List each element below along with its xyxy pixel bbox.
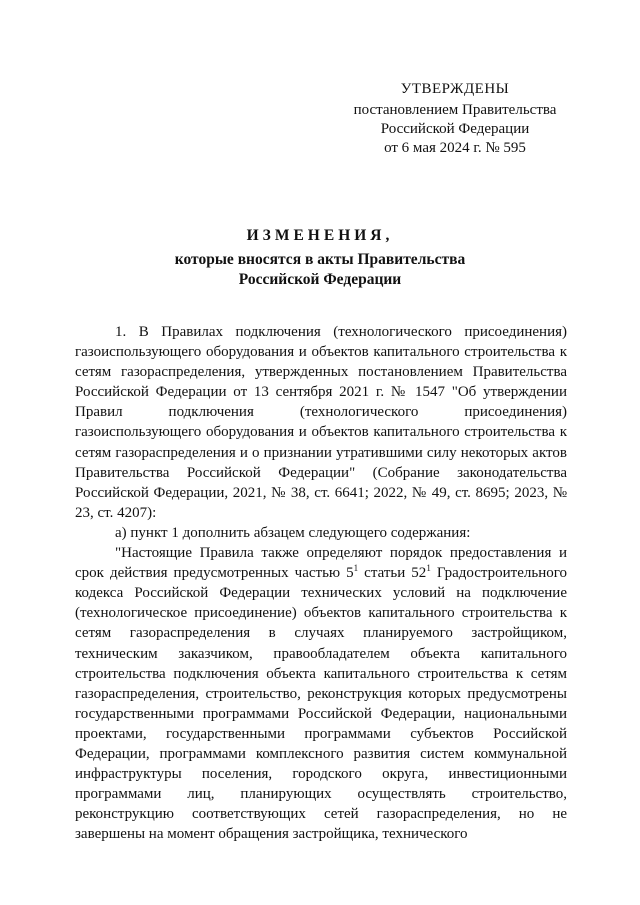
document-body (75, 322, 567, 844)
document-title (70, 226, 570, 290)
superscript-2: 1 (426, 563, 431, 574)
title-sub-2: Российской Федерации (238, 271, 402, 288)
paragraph-2: а) пункт 1 дополнить абзацем следующего содержания: (115, 524, 471, 541)
approval-line-1: постановлением Правительства (353, 102, 557, 118)
approval-head: УТВЕРЖДЕНЫ (400, 81, 510, 97)
paragraph-1: 1. В Правилах подключения (технологического присоединения) газоиспользующего оборудования и объектов капитального строительства к сетям газораспределения, утвержденных постановлением Правительства Российской Федерации от 13 сентября 2021 г. № 1547 "Об утверждении Правил подключения (технологического присоединения) газоиспользующего оборудования и объектов капитального строительства к сетям газораспределения и о признании утратившими силу некоторых актов Правительства Российской Федерации" (Собрание законодательства Российской Федерации, 2021, № 38, ст. 6641; 2022, № 49, ст. 8695; 2023, № 23, ст. 4207): (75, 324, 567, 521)
approval-stamp (330, 80, 580, 158)
title-main: ИЗМЕНЕНИЯ, (246, 227, 394, 244)
paragraph-3-part-2: статьи 52 (358, 565, 427, 582)
title-sub-1: которые вносятся в акты Правительства (174, 251, 466, 268)
approval-line-3: от 6 мая 2024 г. № 595 (384, 140, 526, 156)
approval-line-2: Российской Федерации (380, 121, 530, 137)
superscript-1: 1 (353, 563, 359, 574)
paragraph-3-part-3: Градостроительного кодекса Российской Федерации технических условий на подключение (технологическое присоединение) объектов капитального строительства к сетям газораспределения в случаях планируемого застройщиком, техническим заказчиком, правообладателем объекта капитального строительства подключения объекта капитального строительства к сетям газораспределения, строительство, реконструкция которых предусмотрены государственными программами Российской Федерации, национальными проектами, государственными программами субъектов Российской Федерации, программами комплексного развития систем коммунальной инфраструктуры поселения, городского округа, инвестиционными программами лиц, планирующих осуществлять строительство, реконструкцию соответствующих сетей газораспределения, но не завершены на момент обращения застройщика, технического (75, 565, 567, 843)
paragraph-3-part-1: "Настоящие Правила также определяют порядок предоставления и срок действия предусмотренных частью 5 (75, 545, 567, 582)
paragraph-3 (75, 543, 567, 844)
